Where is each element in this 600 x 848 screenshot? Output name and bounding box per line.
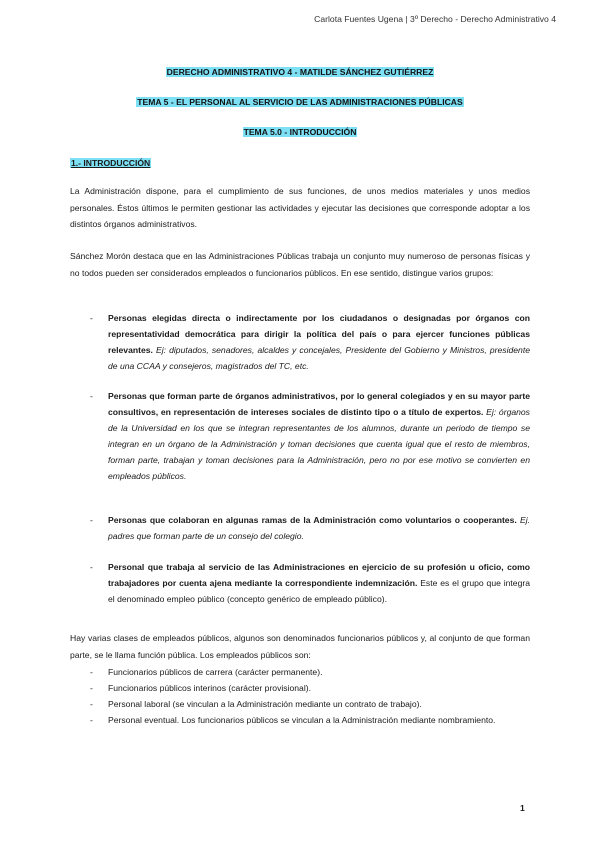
- group-example: Ej: órganos de la Universidad en los que se integran representantes de los alumnos, durante un periodo de tiempo se integran en un órgano de la Administración y toman decisiones que cuenta igual que el resto de miembros, forman parte, trabajan y toman decisiones para la Administración, pero no por ese motivo se convierten en empleados públicos.: [108, 407, 530, 481]
- list-dash: -: [90, 715, 93, 725]
- page-number: 1: [520, 803, 525, 813]
- employee-type: Funcionarios públicos interinos (carácter provisional).: [108, 683, 311, 693]
- list-dash: -: [90, 515, 93, 525]
- list-item: [70, 388, 530, 484]
- title-text: DERECHO ADMINISTRATIVO 4 - MATILDE SÁNCHEZ GUTIÉRREZ: [166, 67, 434, 77]
- list-dash: -: [90, 313, 93, 323]
- group-note: Este es el grupo que integra el denominado empleo público (concepto genérico de empleado público).: [108, 578, 530, 604]
- group-example: Ej: diputados, senadores, alcaldes y concejales, Presidente del Gobierno y Ministros, presidente de una CCAA y consejeros, magistrados del TC, etc.: [108, 345, 530, 371]
- list-dash: -: [90, 391, 93, 401]
- paragraph-intro: La Administración dispone, para el cumplimiento de sus funciones, de unos medios materiales y unos medios personales. Éstos últimos le permiten gestionar las actividades y ejecutar las decisiones que corresponde adoptar a los distintos órganos administrativos.: [70, 186, 530, 229]
- list-item: [70, 512, 530, 544]
- list-item: [70, 680, 530, 696]
- list-item: [70, 712, 530, 728]
- list-dash: -: [90, 562, 93, 572]
- tema-title: [0, 97, 600, 107]
- group-example: Ej. padres que forman parte de un consejo del colegio.: [108, 515, 531, 541]
- employee-type: Funcionarios públicos de carrera (carácter permanente).: [108, 667, 323, 677]
- list-dash: -: [90, 683, 93, 693]
- section-heading: 1.- INTRODUCCIÓN: [71, 158, 151, 168]
- paragraph-clases: Hay varias clases de empleados públicos, algunos son denominados funcionarios públicos y, al conjunto de que forman parte, se le llama función pública. Los empleados públicos son:: [70, 633, 530, 660]
- paragraph-sanchez-moron: Sánchez Morón destaca que en las Administraciones Públicas trabaja un conjunto muy numeroso de personas físicas y no todos pueden ser considerados empleados o funcionarios públicos. En ese sentido, distingue varios grupos:: [70, 251, 530, 278]
- group-bold: Personal que trabaja al servicio de las Administraciones en ejercicio de su profesión u oficio, como trabajadores por cuenta ajena mediante la correspondiente indemnización.: [108, 562, 530, 588]
- document-title: [0, 67, 600, 77]
- list-item: [70, 664, 530, 680]
- tema-title-text: TEMA 5 - EL PERSONAL AL SERVICIO DE LAS ADMINISTRACIONES PÚBLICAS: [137, 97, 463, 107]
- subtema-title-text: TEMA 5.0 - INTRODUCCIÓN: [243, 127, 357, 137]
- group-bold: Personas que forman parte de órganos administrativos, por lo general colegiados y en su mayor parte consultivos, en representación de intereses sociales de distinto tipo o a título de expertos.: [108, 391, 530, 417]
- group-bold: Personas que colaboran en algunas ramas de la Administración como voluntarios o cooperantes.: [108, 515, 517, 525]
- page-header: Carlota Fuentes Ugena | 3º Derecho - Derecho Administrativo 4: [314, 14, 556, 24]
- employee-type: Personal laboral (se vinculan a la Administración mediante un contrato de trabajo).: [108, 699, 422, 709]
- list-item: [70, 559, 530, 607]
- subtema-title: [0, 127, 600, 137]
- list-item: [70, 310, 530, 374]
- list-dash: -: [90, 667, 93, 677]
- list-item: [70, 696, 530, 712]
- list-dash: -: [90, 699, 93, 709]
- employee-type: Personal eventual. Los funcionarios públicos se vinculan a la Administración mediante nombramiento.: [108, 715, 496, 725]
- group-bold: Personas elegidas directa o indirectamente por los ciudadanos o designadas por órganos con representatividad democrática para dirigir la política del país o para ejercer funciones públicas relevantes.: [108, 313, 530, 355]
